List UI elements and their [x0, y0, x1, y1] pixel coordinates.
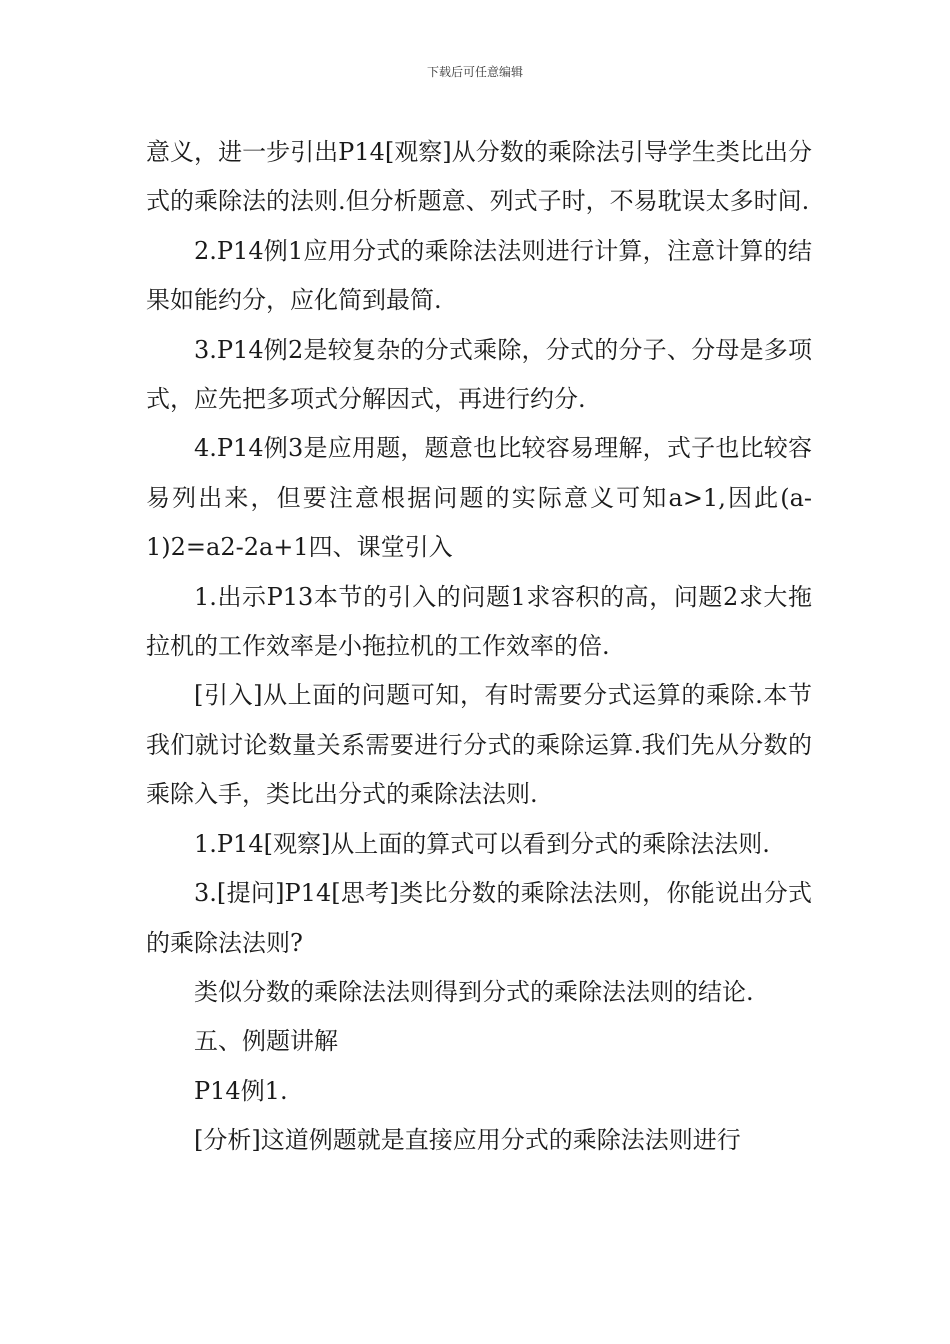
- paragraph-observe: 1.P14[观察]从上面的算式可以看到分式的乘除法法则.: [194, 829, 770, 858]
- paragraph-conclusion: 类似分数的乘除法法则得到分式的乘除法法则的结论.: [194, 977, 754, 1006]
- paragraph-continuation: 意义，进一步引出P14[观察]从分数的乘除法引导学生类比出分式的乘除法的法则.但分析题意、列式子时，不易耽误太多时间.: [146, 138, 812, 216]
- paragraph-question: 3.[提问]P14[思考]类比分数的乘除法法则，你能说出分式的乘除法法则?: [146, 879, 812, 957]
- section-heading-examples: 五、例题讲解: [194, 1027, 338, 1056]
- paragraph-item-3: 3.P14例2是较复杂的分式乘除，分式的分子、分母是多项式，应先把多项式分解因式，再进行约分.: [146, 335, 812, 414]
- paragraph-intro-note: [引入]从上面的问题可知，有时需要分式运算的乘除.本节我们就讨论数量关系需要进行分式的乘除运算.我们先从分数的乘除入手，类比出分式的乘除法法则.: [146, 681, 812, 809]
- page-header: 下载后可任意编辑: [426, 65, 523, 79]
- example-label: P14例1.: [194, 1076, 288, 1105]
- paragraph-item-2: 2.P14例1应用分式的乘除法法则进行计算，注意计算的结果如能约分，应化简到最简.: [146, 236, 812, 315]
- paragraph-analysis: [分析]这道例题就是直接应用分式的乘除法法则进行: [194, 1126, 741, 1155]
- document-body: [146, 128, 812, 1166]
- paragraph-intro-1: 1.出示P13本节的引入的问题1求容积的高，问题2求大拖拉机的工作效率是小拖拉机的工作效率的倍.: [146, 582, 812, 661]
- paragraph-item-4: 4.P14例3是应用题，题意也比较容易理解，式子也比较容易列出来，但要注意根据问题的实际意义可知a>1,因此(a-1)2=a2-2a+1四、课堂引入: [146, 434, 812, 562]
